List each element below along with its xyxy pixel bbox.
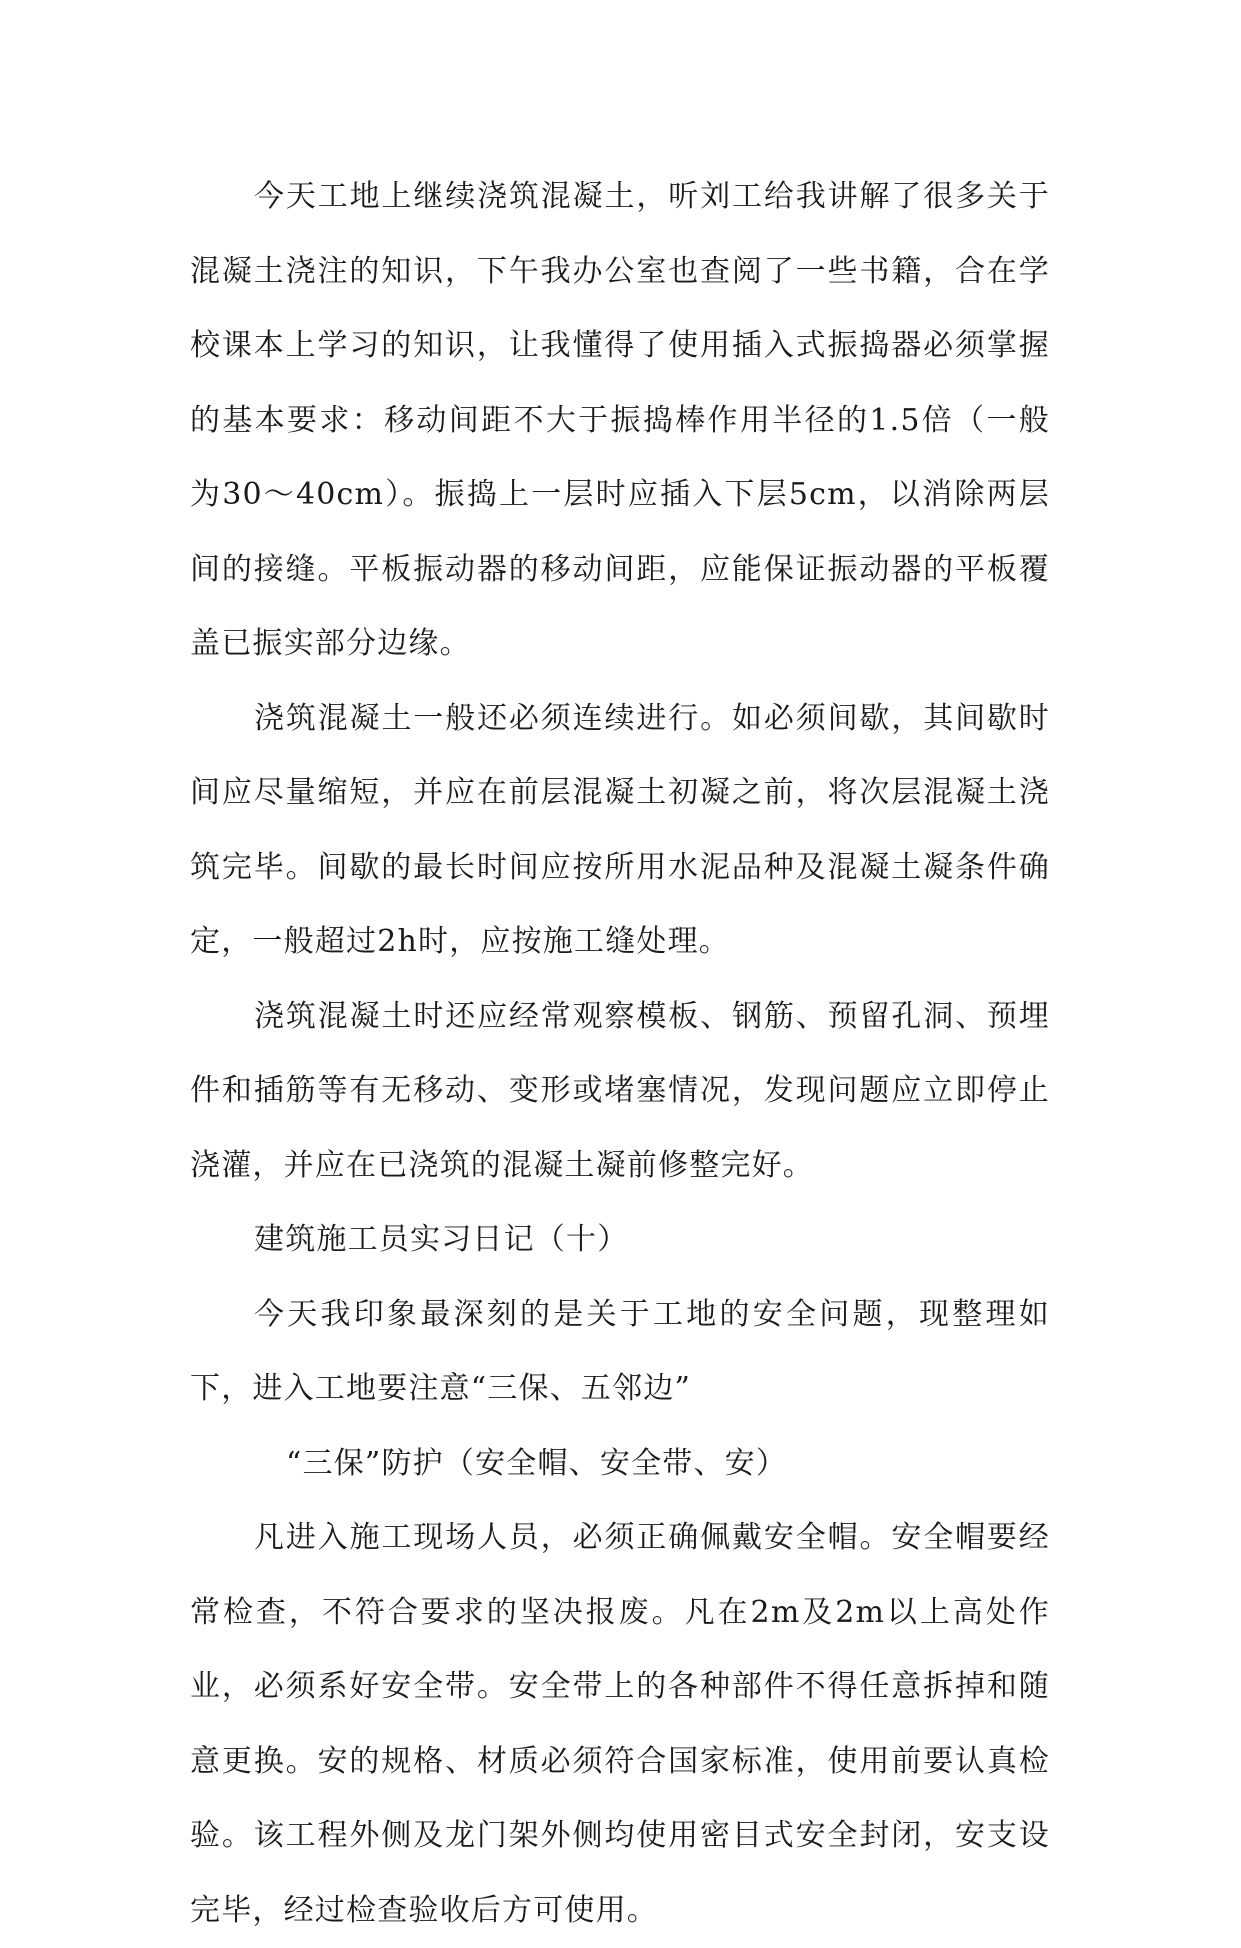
document-body	[190, 160, 1050, 1948]
paragraph-safety-equipment: 凡进入施工现场人员，必须正确佩戴安全帽。安全帽要经常检查，不符合要求的坚决报废。凡在2m及2m以上高处作业，必须系好安全带。安全带上的各种部件不得任意拆掉和随意更换。安的规格、材质必须符合国家标准，使用前要认真检验。该工程外侧及龙门架外侧均使用密目式安全封闭，安支设完毕，经过检查验收后方可使用。	[190, 1520, 1050, 1928]
section-heading-three-protections: “三保”防护（安全帽、安全带、安）	[286, 1445, 788, 1481]
paragraph-concrete-vibration: 今天工地上继续浇筑混凝土，听刘工给我讲解了很多关于混凝土浇注的知识，下午我办公室也查阅了一些书籍，合在学校课本上学习的知识，让我懂得了使用插入式振捣器必须掌握的基本要求：移动间距不大于振捣棒作用半径的1.5倍（一般为30～40cm）。振捣上一层时应插入下层5cm，以消除两层间的接缝。平板振动器的移动间距，应能保证振动器的平板覆盖已振实部分边缘。	[190, 179, 1050, 661]
paragraph-formwork-observation: 浇筑混凝土时还应经常观察模板、钢筋、预留孔洞、预埋件和插筋等有无移动、变形或堵塞情况，发现问题应立即停止浇灌，并应在已浇筑的混凝土凝前修整完好。	[190, 998, 1050, 1183]
paragraph-continuous-pouring: 浇筑混凝土一般还必须连续进行。如必须间歇，其间歇时间应尽量缩短，并应在前层混凝土初凝之前，将次层混凝土浇筑完毕。间歇的最长时间应按所用水泥品种及混凝土凝条件确定，一般超过2h时，应按施工缝处理。	[190, 700, 1050, 959]
paragraph-safety-intro: 今天我印象最深刻的是关于工地的安全问题，现整理如下，进入工地要注意“三保、五邻边”	[190, 1296, 1050, 1406]
diary-entry-title: 建筑施工员实习日记（十）	[254, 1222, 629, 1257]
